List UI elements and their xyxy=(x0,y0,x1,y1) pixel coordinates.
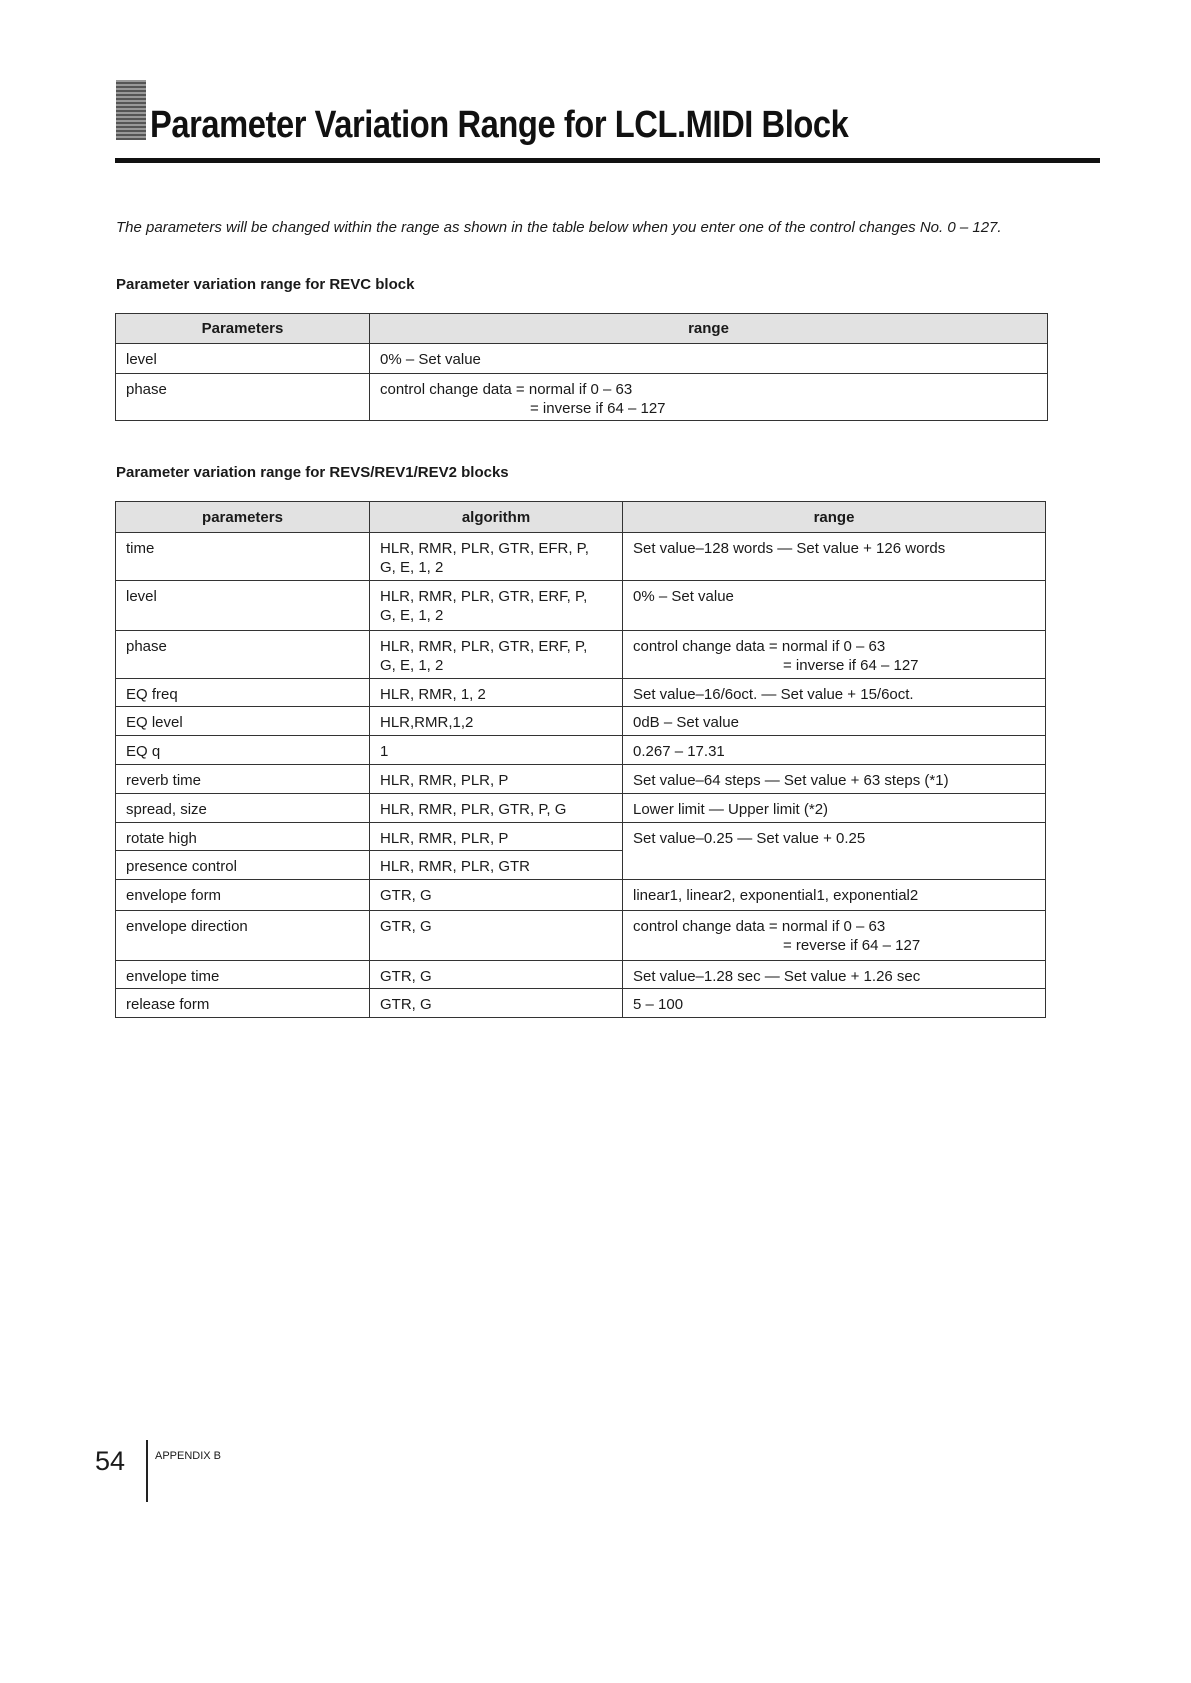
algorithm-cell xyxy=(370,911,623,961)
algorithm-cell xyxy=(370,707,623,736)
range-cell xyxy=(623,631,1046,679)
algorithm-cell-line: GTR, G xyxy=(380,918,432,935)
param-cell-line: envelope time xyxy=(126,968,220,985)
range-cell-line: linear1, linear2, exponential1, exponential2 xyxy=(633,887,919,904)
param-cell xyxy=(116,851,370,880)
param-cell-line: level xyxy=(126,588,157,605)
range-cell-line: Set value–0.25 — Set value + 0.25 xyxy=(633,830,866,847)
table-header-row xyxy=(116,502,1046,533)
algorithm-cell xyxy=(370,631,623,679)
range-cell-line: Set value–128 words — Set value + 126 words xyxy=(633,540,946,557)
range-cell xyxy=(370,374,1048,421)
param-cell-line: release form xyxy=(126,996,210,1013)
algorithm-cell xyxy=(370,961,623,989)
header-range: range xyxy=(623,502,1046,533)
algorithm-cell-line: G, E, 1, 2 xyxy=(380,559,444,576)
algorithm-cell-line: HLR, RMR, PLR, P xyxy=(380,830,509,847)
range-cell xyxy=(623,911,1046,961)
range-cell xyxy=(623,533,1046,581)
table-row xyxy=(116,374,1048,421)
table-row xyxy=(116,794,1046,823)
table-row xyxy=(116,765,1046,794)
param-cell xyxy=(116,794,370,823)
param-cell xyxy=(116,961,370,989)
algorithm-cell-line: HLR, RMR, PLR, GTR xyxy=(380,858,531,875)
range-cell xyxy=(623,961,1046,989)
range-cell-line: = reverse if 64 – 127 xyxy=(783,937,921,954)
param-cell-line: EQ level xyxy=(126,714,183,731)
range-cell xyxy=(623,765,1046,794)
param-cell-line: EQ q xyxy=(126,743,161,760)
range-cell xyxy=(623,707,1046,736)
page-number: 54 xyxy=(95,1446,126,1476)
param-cell xyxy=(116,581,370,631)
algorithm-cell xyxy=(370,581,623,631)
algorithm-cell-line: 1 xyxy=(380,743,389,760)
algorithm-cell-line: HLR, RMR, PLR, GTR, P, G xyxy=(380,801,567,818)
page-title: Parameter Variation Range for LCL.MIDI Block xyxy=(150,104,849,146)
param-cell xyxy=(116,765,370,794)
table-row xyxy=(116,736,1046,765)
algorithm-cell-line: HLR, RMR, PLR, GTR, ERF, P, xyxy=(380,588,588,605)
range-cell-line: 0% – Set value xyxy=(633,588,734,605)
algorithm-cell-line: GTR, G xyxy=(380,887,432,904)
range-cell xyxy=(623,736,1046,765)
param-cell xyxy=(116,679,370,707)
algorithm-cell-line: HLR, RMR, PLR, GTR, EFR, P, xyxy=(380,540,589,557)
revs-table xyxy=(115,501,1046,1018)
param-cell xyxy=(116,707,370,736)
table-row xyxy=(116,823,1046,851)
table-row xyxy=(116,989,1046,1018)
algorithm-cell-line: G, E, 1, 2 xyxy=(380,657,444,674)
algorithm-cell xyxy=(370,679,623,707)
intro-text: The parameters will be changed within the range as shown in the table below when you enter one of the control changes No. 0 – 127. xyxy=(116,219,1002,236)
param-cell xyxy=(116,880,370,911)
algorithm-cell xyxy=(370,736,623,765)
range-line: control change data = normal if 0 – 63 xyxy=(380,381,633,398)
range-cell xyxy=(623,989,1046,1018)
table-row xyxy=(116,631,1046,679)
algorithm-cell xyxy=(370,880,623,911)
revs-heading: Parameter variation range for REVS/REV1/REV2 blocks xyxy=(116,464,509,481)
table-row xyxy=(116,961,1046,989)
header-parameters: parameters xyxy=(116,502,370,533)
param-cell xyxy=(116,823,370,851)
table-row xyxy=(116,344,1048,374)
algorithm-cell-line: HLR, RMR, 1, 2 xyxy=(380,686,486,703)
range-cell-line: control change data = normal if 0 – 63 xyxy=(633,918,886,935)
param-cell-line: envelope form xyxy=(126,887,222,904)
table-row xyxy=(116,581,1046,631)
range-cell-line: 0dB – Set value xyxy=(633,714,739,731)
algorithm-cell-line: G, E, 1, 2 xyxy=(380,607,444,624)
algorithm-cell-line: HLR, RMR, PLR, GTR, ERF, P, xyxy=(380,638,588,655)
param-cell xyxy=(116,533,370,581)
table-header-row xyxy=(116,314,1048,344)
table-row xyxy=(116,533,1046,581)
range-cell-line: 5 – 100 xyxy=(633,996,684,1013)
range-cell-line: control change data = normal if 0 – 63 xyxy=(633,638,886,655)
algorithm-cell xyxy=(370,765,623,794)
title-rule xyxy=(115,158,1100,163)
algorithm-cell-line: GTR, G xyxy=(380,996,432,1013)
param-cell xyxy=(116,631,370,679)
range-cell-line: 0.267 – 17.31 xyxy=(633,743,725,760)
footer-divider xyxy=(146,1440,148,1502)
header-algorithm: algorithm xyxy=(370,502,623,533)
title-marker xyxy=(116,80,146,140)
range-cell: 0% – Set value xyxy=(370,344,1048,374)
range-cell xyxy=(623,794,1046,823)
param-cell: level xyxy=(116,344,370,374)
param-cell xyxy=(116,736,370,765)
range-cell-line: Set value–1.28 sec — Set value + 1.26 sec xyxy=(633,968,921,985)
header-range: range xyxy=(370,314,1048,344)
range-cell xyxy=(623,581,1046,631)
algorithm-cell xyxy=(370,823,623,851)
param-cell-line: rotate high xyxy=(126,830,197,847)
param-cell-line: EQ freq xyxy=(126,686,178,703)
param-cell-line: envelope direction xyxy=(126,918,248,935)
range-cell-line: Set value–64 steps — Set value + 63 steps (*1) xyxy=(633,772,949,789)
algorithm-cell-line: HLR, RMR, PLR, P xyxy=(380,772,509,789)
table-row xyxy=(116,679,1046,707)
param-cell-line: time xyxy=(126,540,155,557)
algorithm-cell-line: HLR,RMR,1,2 xyxy=(380,714,474,731)
algorithm-cell xyxy=(370,851,623,880)
param-cell-line: phase xyxy=(126,638,167,655)
range-cell-line: Set value–16/6oct. — Set value + 15/6oct. xyxy=(633,686,914,703)
table-row xyxy=(116,880,1046,911)
param-cell-line: spread, size xyxy=(126,801,207,818)
range-cell xyxy=(623,823,1046,880)
range-cell xyxy=(623,679,1046,707)
algorithm-cell xyxy=(370,533,623,581)
algorithm-cell-line: GTR, G xyxy=(380,968,432,985)
section-label: APPENDIX B xyxy=(155,1450,222,1462)
revc-heading: Parameter variation range for REVC block xyxy=(116,276,415,293)
param-cell xyxy=(116,989,370,1018)
header-parameters: Parameters xyxy=(116,314,370,344)
range-cell-line: = inverse if 64 – 127 xyxy=(783,657,919,674)
range-line: = inverse if 64 – 127 xyxy=(530,400,666,417)
param-cell xyxy=(116,911,370,961)
algorithm-cell xyxy=(370,794,623,823)
table-row xyxy=(116,707,1046,736)
range-cell xyxy=(623,880,1046,911)
param-cell-line: presence control xyxy=(126,858,237,875)
param-cell-line: reverb time xyxy=(126,772,202,789)
range-cell-line: Lower limit — Upper limit (*2) xyxy=(633,801,829,818)
param-cell: phase xyxy=(116,374,370,421)
table-row xyxy=(116,911,1046,961)
revc-table xyxy=(115,313,1048,421)
algorithm-cell xyxy=(370,989,623,1018)
